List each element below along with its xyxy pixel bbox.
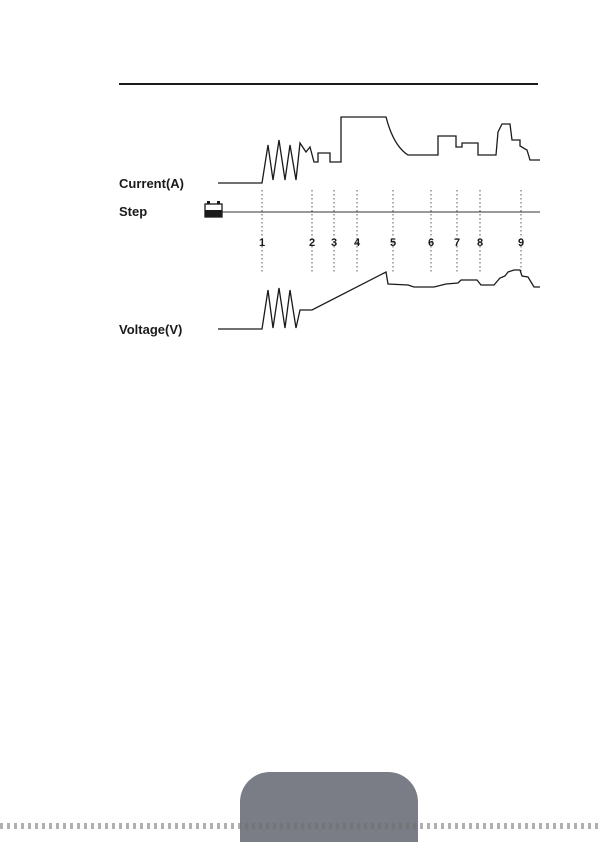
current-curve (218, 117, 540, 183)
step-number-3: 3 (330, 237, 338, 249)
page-number-tab (240, 772, 418, 842)
step-number-1: 1 (258, 237, 266, 249)
step-number-8: 8 (476, 237, 484, 249)
step-number-2: 2 (308, 237, 316, 249)
current-label: Current(A) (119, 176, 184, 191)
step-number-9: 9 (517, 237, 525, 249)
voltage-curve (218, 270, 540, 329)
step-number-4: 4 (353, 237, 361, 249)
step-number-6: 6 (427, 237, 435, 249)
step-number-5: 5 (389, 237, 397, 249)
battery-icon (205, 201, 222, 217)
voltage-label: Voltage(V) (119, 322, 183, 337)
bottom-edge-strip (0, 823, 602, 829)
step-markers (262, 190, 521, 272)
step-label: Step (119, 204, 148, 219)
step-number-7: 7 (453, 237, 461, 249)
